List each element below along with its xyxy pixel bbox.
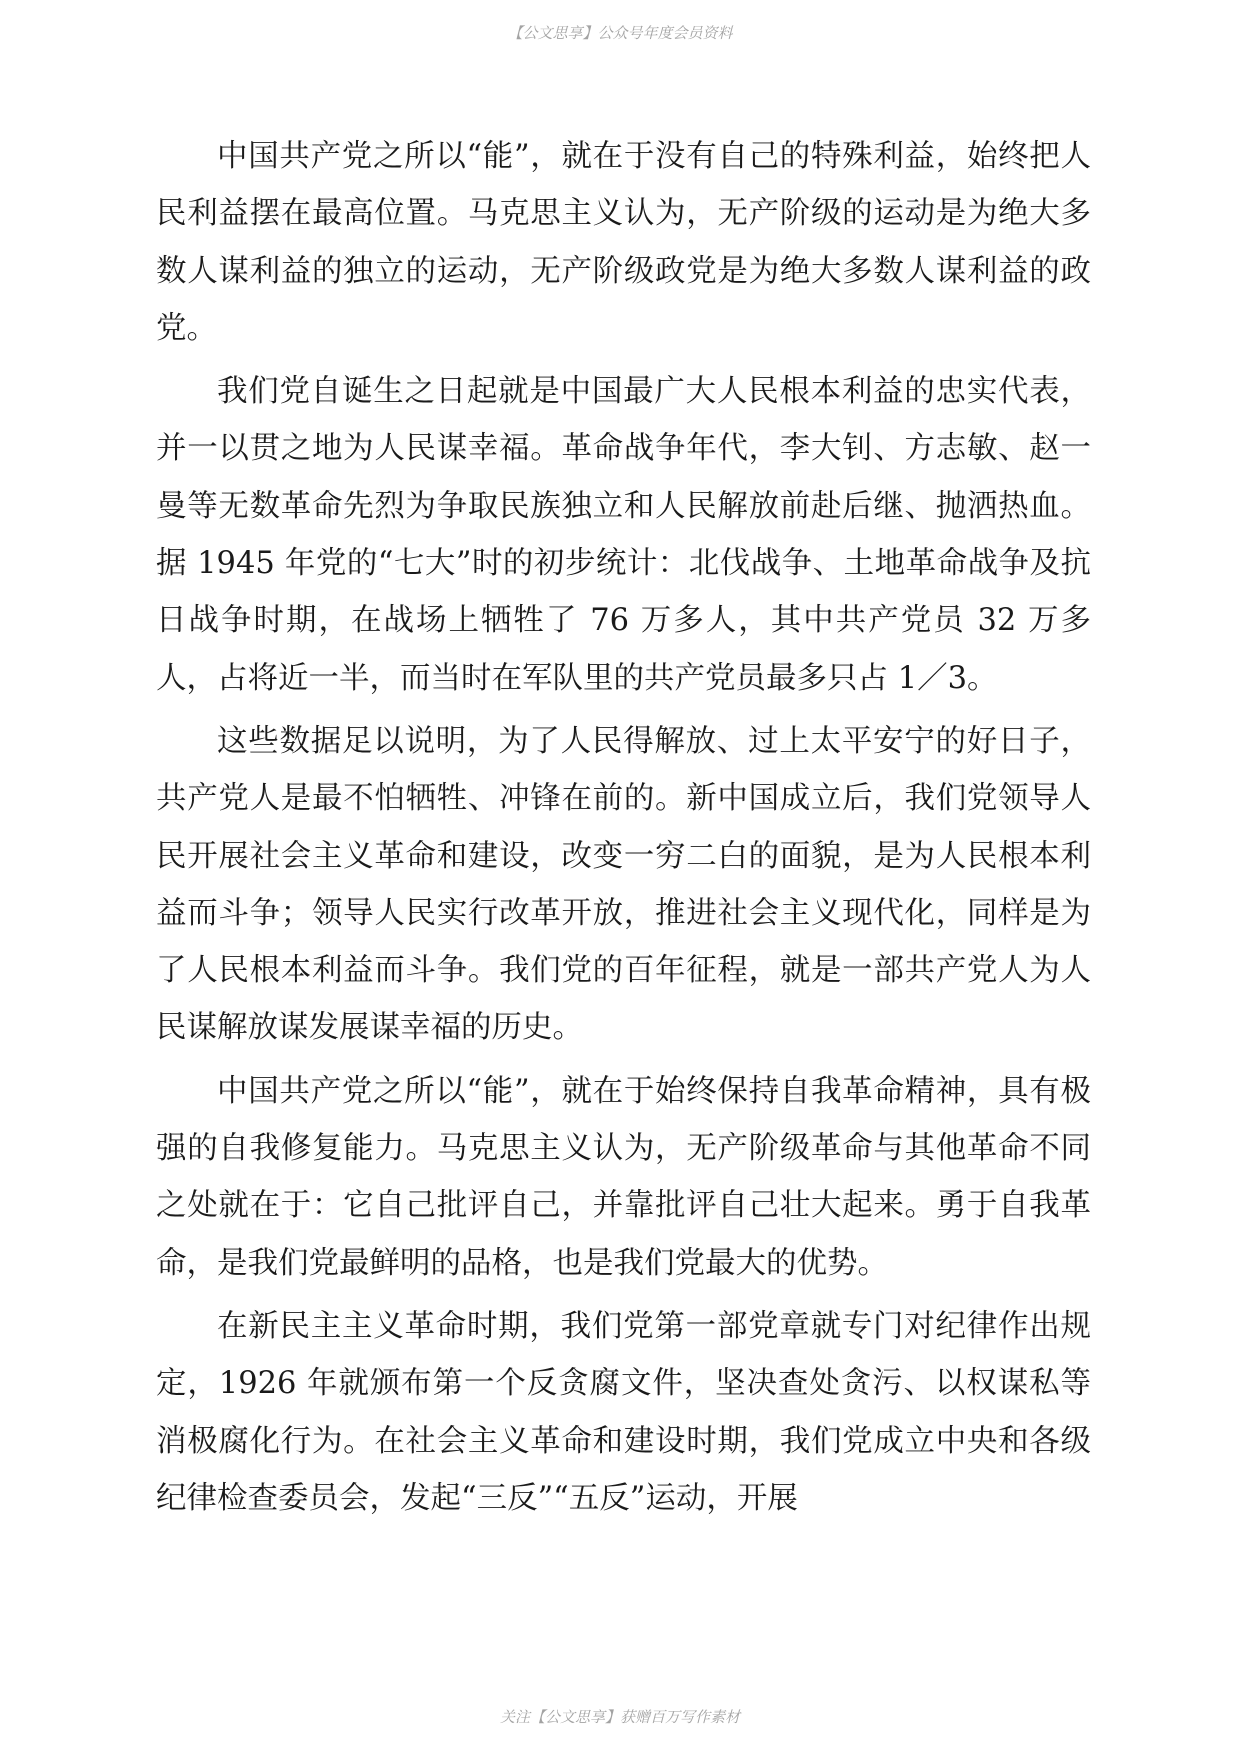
document-body	[156, 128, 1091, 1533]
paragraph-2: 我们党自诞生之日起就是中国最广大人民根本利益的忠实代表，并一以贯之地为人民谋幸福。革命战争年代，李大钊、方志敏、赵一曼等无数革命先烈为争取民族独立和人民解放前赴后继、抛洒热血。据 1945 年党的“七大”时的初步统计：北伐战争、土地革命战争及抗日战争时期，在战场上牺牲了 76 万多人，其中共产党员 32 万多人，占将近一半，而当时在军队里的共产党员最多只占 1／3。	[156, 374, 1091, 696]
page-header: 【公文思享】公众号年度会员资料	[507, 24, 733, 42]
paragraph-1: 中国共产党之所以“能”，就在于没有自己的特殊利益，始终把人民利益摆在最高位置。马克思主义认为，无产阶级的运动是为绝大多数人谋利益的独立的运动，无产阶级政党是为绝大多数人谋利益的政党。	[156, 139, 1091, 346]
paragraph-3: 这些数据足以说明，为了人民得解放、过上太平安宁的好日子，共产党人是最不怕牺牲、冲锋在前的。新中国成立后，我们党领导人民开展社会主义革命和建设，改变一穷二白的面貌，是为人民根本利益而斗争；领导人民实行改革开放，推进社会主义现代化，同样是为了人民根本利益而斗争。我们党的百年征程，就是一部共产党人为人民谋解放谋发展谋幸福的历史。	[156, 723, 1091, 1046]
paragraph-4: 中国共产党之所以“能”，就在于始终保持自我革命精神，具有极强的自我修复能力。马克思主义认为，无产阶级革命与其他革命不同之处就在于：它自己批评自己，并靠批评自己壮大起来。勇于自我革命，是我们党最鲜明的品格，也是我们党最大的优势。	[156, 1073, 1091, 1281]
paragraph-5: 在新民主主义革命时期，我们党第一部党章就专门对纪律作出规定，1926 年就颁布第一个反贪腐文件，坚决查处贪污、以权谋私等消极腐化行为。在社会主义革命和建设时期，我们党成立中央和各级纪律检查委员会，发起“三反”“五反”运动，开展	[156, 1308, 1091, 1516]
page-footer: 关注【公文思享】获赠百万写作素材	[499, 1708, 740, 1726]
